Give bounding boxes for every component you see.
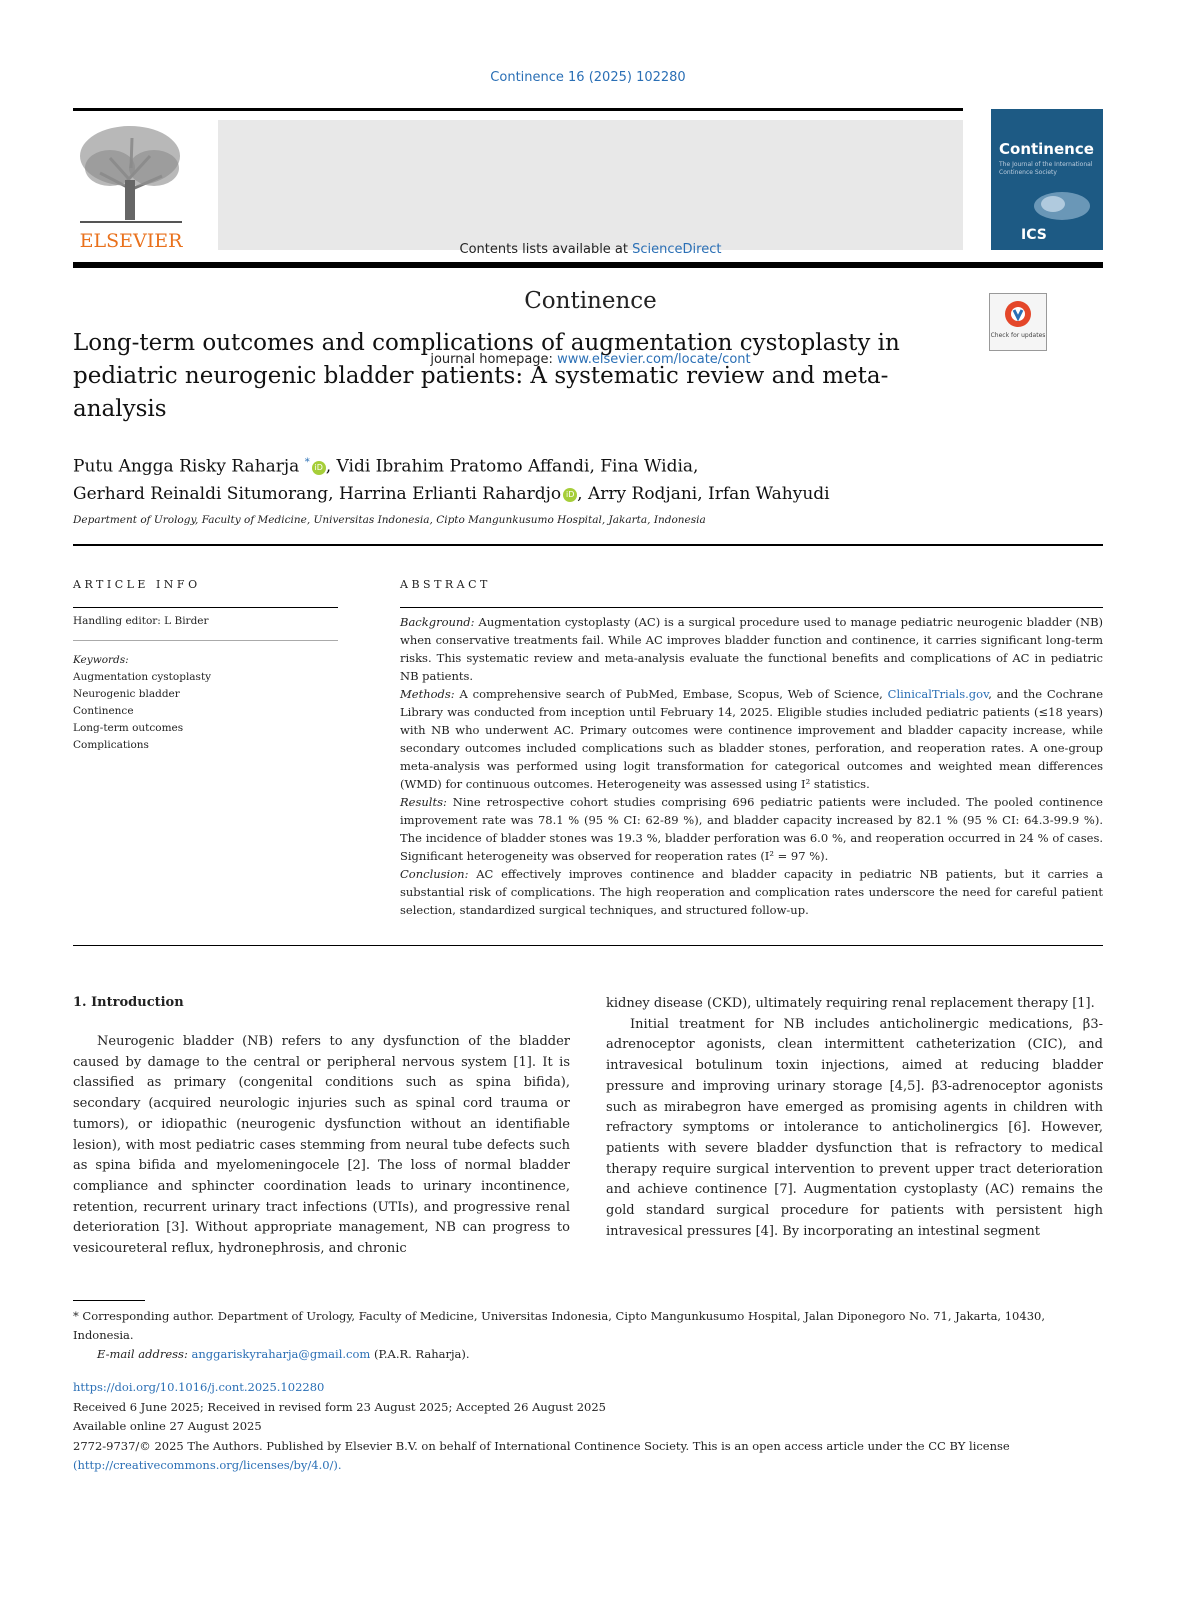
abstract-results (400, 793, 1103, 865)
sciencedirect-link[interactable]: ScienceDirect (632, 242, 722, 257)
contents-prefix: Contents lists available at (459, 242, 628, 257)
cover-illustration-icon (1031, 189, 1093, 223)
paragraph: kidney disease (CKD), ultimately requiring renal replacement therapy [1]. (606, 996, 1095, 1011)
license-line (73, 1437, 1103, 1476)
corresponding-author-mark[interactable]: * (304, 457, 310, 468)
cover-ics-logo: ICS (1021, 227, 1047, 243)
email-link[interactable]: anggariskyraharja@gmail.com (191, 1347, 371, 1361)
section-heading-introduction: 1. Introduction (73, 995, 184, 1010)
homepage-link[interactable]: www.elsevier.com/locate/cont (557, 352, 751, 367)
paragraph: Initial treatment for NB includes anticholinergic medications, β3-adrenoceptor agonists, clean intermittent catheterization (CIC), and intravesical botulinum toxin injections, aimed at reducing bladder pressure and improving urinary storage [4,5]. β3-adrenoceptor agonists such as mirabegron have emerged as promising agents in children with refractory symptoms or intolerance to anticholinergics [6]. However, patients with severe bladder dysfunction that is refractory to medical therapy require surgical intervention to prevent upper tract deterioration and achieve continence [7]. Augmentation cystoplasty (AC) remains the gold standard surgical procedure for patients with persistent high intravesical pressures [4]. By incorporating an intestinal segment (606, 1016, 1103, 1239)
abstract-body (400, 613, 1103, 919)
background-text: Augmentation cystoplasty (AC) is a surgical procedure used to manage pediatric neurogenic bladder (NB) when conservative treatments fail. While AC improves bladder function and continence, it carries significant long-term risks. This systematic review and meta-analysis evaluate the functional benefits and complications of AC in pediatric NB patients. (400, 615, 1104, 683)
journal-reference-link[interactable]: Continence 16 (2025) 102280 (490, 70, 686, 85)
author[interactable]: Putu Angga Risky Raharja (73, 456, 300, 477)
conclusion-label: Conclusion: (400, 867, 469, 881)
paragraph: Neurogenic bladder (NB) refers to any dysfunction of the bladder caused by damage to the central or peripheral nervous system [1]. It is classified as primary (congenital conditions such as spina bifida), secondary (acquired neurologic injuries such as spinal cord trauma or tumors), or idiopathic (neurogenic dysfunction without an identifiable lesion), with most pediatric cases stemming from neural tube defects such as spina bifida and myelomeningocele [2]. The loss of normal bladder compliance and sphincter coordination leads to urinary incontinence, retention, recurrent urinary tract infections (UTIs), and progressive renal deterioration [3]. Without appropriate management, NB can progress to vesicoureteral reflux, hydronephrosis, and chronic (73, 1034, 570, 1257)
license-link[interactable]: (http://creativecommons.org/licenses/by/4.0/). (73, 1458, 342, 1472)
email-owner: (P.A.R. Raharja). (373, 1347, 470, 1361)
corresponding-author-footnote (73, 1307, 1103, 1364)
received-dates: Received 6 June 2025; Received in revised form 23 August 2025; Accepted 26 August 2025 (73, 1399, 607, 1414)
keywords-block (73, 652, 211, 754)
orcid-icon[interactable]: iD (563, 488, 577, 502)
results-label: Results: (400, 795, 447, 809)
keyword: Augmentation cystoplasty (73, 671, 212, 683)
handling-editor: Handling editor: L Birder (73, 615, 209, 627)
license-text: 2772-9737/© 2025 The Authors. Published by Elsevier B.V. on behalf of International Continence Society. This is an open access article under the CC BY license (73, 1438, 1010, 1453)
article-info-heading: ARTICLE INFO (73, 578, 201, 591)
author-list: Putu Angga Risky Raharja * iD , Vidi Ibrahim Pratomo Affandi, Fina Widia, Gerhard Reinaldi Situmorang, Harrina Erlianti Rahardjo iD , Arry Rodjani, Irfan Wahyudi (73, 456, 830, 504)
affiliation: Department of Urology, Faculty of Medicine, Universitas Indonesia, Cipto Mangunkusumo Hospital, Jakarta, Indonesia (73, 514, 706, 526)
email-line (73, 1345, 1103, 1364)
article-title: Long-term outcomes and complications of augmentation cystoplasty in pediatric neurogenic bladder patients: A systematic review and meta-analysis (73, 330, 900, 422)
author[interactable]: Vidi Ibrahim Pratomo Affandi (336, 456, 590, 477)
background-label: Background: (400, 615, 475, 629)
methods-label: Methods: (400, 687, 455, 701)
email-label: E-mail address: (97, 1347, 188, 1361)
orcid-icon[interactable]: iD (312, 461, 326, 475)
abstract-conclusion (400, 865, 1103, 919)
footnote-rule (73, 1300, 145, 1301)
keyword: Complications (73, 739, 149, 751)
methods-text-b: , and the Cochrane Library was conducted from inception until February 14, 2025. Eligible studies included pediatric patients (≤18 years) with NB who underwent AC. Primary outcomes were continence improvement and bladder capacity increase, while secondary outcomes included complications such as bladder stones, perforation, and reoperation rates. A one-group meta-analysis was performed using logit transformation for categorical outcomes and weighted mean differences (WMD) for continuous outcomes. Heterogeneity was assessed using I² statistics. (400, 687, 1104, 791)
abstract-heading: ABSTRACT (400, 578, 491, 591)
corresponding-address: * Corresponding author. Department of Urology, Faculty of Medicine, Universitas Indonesia, Cipto Mangunkusumo Hospital, Jalan Diponegoro No. 71, Jakarta, 10430, Indonesia. (73, 1309, 1045, 1342)
cover-title: Continence (999, 140, 1094, 158)
results-text: Nine retrospective cohort studies comprising 696 pediatric patients were included. The pooled continence improvement rate was 78.1 % (95 % CI: 62-89 %), and bladder capacity increased by 82.1 % (95 % CI: 64.3-99.9 %). The incidence of bladder stones was 19.3 %, bladder perforation was 6.0 %, and reoperation occurred in 24 % of cases. Significant heterogeneity was observed for reoperation rates (I² = 97 %). (400, 795, 1103, 863)
author[interactable]: Harrina Erlianti Rahardjo (338, 483, 562, 504)
abstract-bottom-rule (73, 945, 1103, 946)
article-info-rule (73, 607, 338, 608)
author[interactable]: Gerhard Reinaldi Situmorang (73, 483, 329, 504)
elsevier-logo (70, 118, 192, 250)
abstract-rule (400, 607, 1103, 608)
keyword: Neurogenic bladder (73, 688, 180, 700)
journal-cover[interactable] (991, 109, 1103, 250)
contents-available-line (218, 242, 963, 257)
author[interactable]: Arry Rodjani (587, 483, 698, 504)
crossmark-icon (990, 294, 1046, 350)
author[interactable]: Fina Widia (600, 456, 694, 477)
abstract-methods (400, 685, 1103, 793)
header-rule-top (73, 108, 963, 111)
header-rule-bottom (73, 262, 1103, 268)
author[interactable]: Irfan Wahyudi (708, 483, 830, 504)
doi-link[interactable]: https://doi.org/10.1016/j.cont.2025.102280 (73, 1380, 325, 1394)
keyword: Long-term outcomes (73, 722, 184, 734)
keywords-label: Keywords: (73, 654, 129, 666)
keyword: Continence (73, 705, 134, 717)
available-online: Available online 27 August 2025 (73, 1419, 262, 1433)
article-info-divider (73, 640, 338, 641)
conclusion-text: AC effectively improves continence and bladder capacity in pediatric NB patients, but it carries a substantial risk of complications. The high reoperation and complication rates underscore the need for careful patient selection, standardized surgical techniques, and structured follow-up. (400, 867, 1103, 917)
abstract-background (400, 613, 1103, 685)
homepage-prefix: journal homepage: (430, 352, 553, 367)
body-column-right (606, 994, 1103, 1242)
body-column-left (73, 1032, 570, 1260)
crossmark-label: Check for updates (990, 332, 1046, 339)
affiliation-rule (73, 544, 1103, 546)
cover-subtitle: The Journal of the International Continence Society (999, 161, 1093, 176)
elsevier-wordmark: ELSEVIER (79, 230, 183, 250)
journal-name: Continence (524, 288, 657, 314)
check-for-updates-button[interactable] (989, 293, 1047, 351)
article-metadata (73, 1378, 1103, 1476)
clinicaltrials-link[interactable]: ClinicalTrials.gov (887, 687, 989, 701)
methods-text-a: A comprehensive search of PubMed, Embase, Scopus, Web of Science, (459, 687, 883, 701)
journal-header-box (218, 120, 963, 367)
